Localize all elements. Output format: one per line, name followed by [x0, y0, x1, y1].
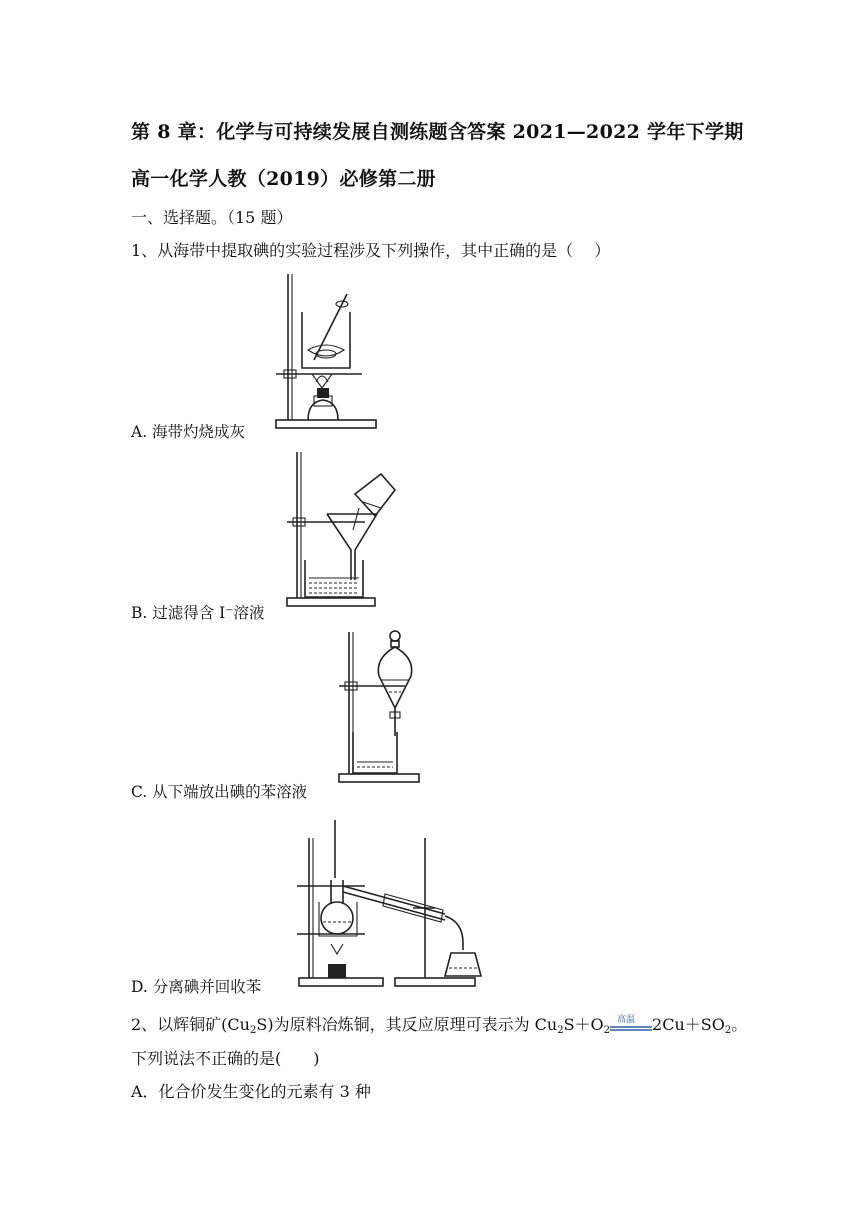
figure-a-apparatus — [272, 270, 382, 435]
document-title-line1: 第 8 章：化学与可持续发展自测练题含答案 2021—2022 学年下学期 — [131, 121, 744, 143]
document-title-line2: 高一化学人教（2019）必修第二册 — [131, 168, 436, 190]
figure-d-apparatus — [295, 818, 490, 993]
section-heading: 一、选择题。（15 题） — [131, 208, 293, 227]
figure-c-apparatus — [335, 628, 435, 788]
figure-b-apparatus — [285, 450, 400, 615]
question-2-option-a: A．化合价发生变化的元素有 3 种 — [131, 1082, 371, 1101]
reaction-condition-label: 高温 — [617, 1014, 636, 1025]
option-1c: C. 从下端放出碘的苯溶液 — [131, 783, 308, 801]
question-1-stem: 1、从海带中提取碘的实验过程涉及下列操作，其中正确的是（ ） — [131, 241, 611, 260]
option-1d: D. 分离碘并回收苯 — [131, 978, 262, 996]
option-1a: A. 海带灼烧成灰 — [131, 423, 246, 441]
question-2-line2: 下列说法不正确的是( ) — [131, 1049, 320, 1068]
reaction-condition-arrow — [610, 1016, 652, 1036]
option-1b: B. 过滤得含 I⁻溶液 — [131, 604, 265, 622]
question-2-stem: 2、以辉铜矿$(Cu_2S)$为原料冶炼铜，其反应原理可表示为 $Cu_2S+O_2$ 高温 $2Cu+SO_2$。 — [131, 1012, 747, 1036]
